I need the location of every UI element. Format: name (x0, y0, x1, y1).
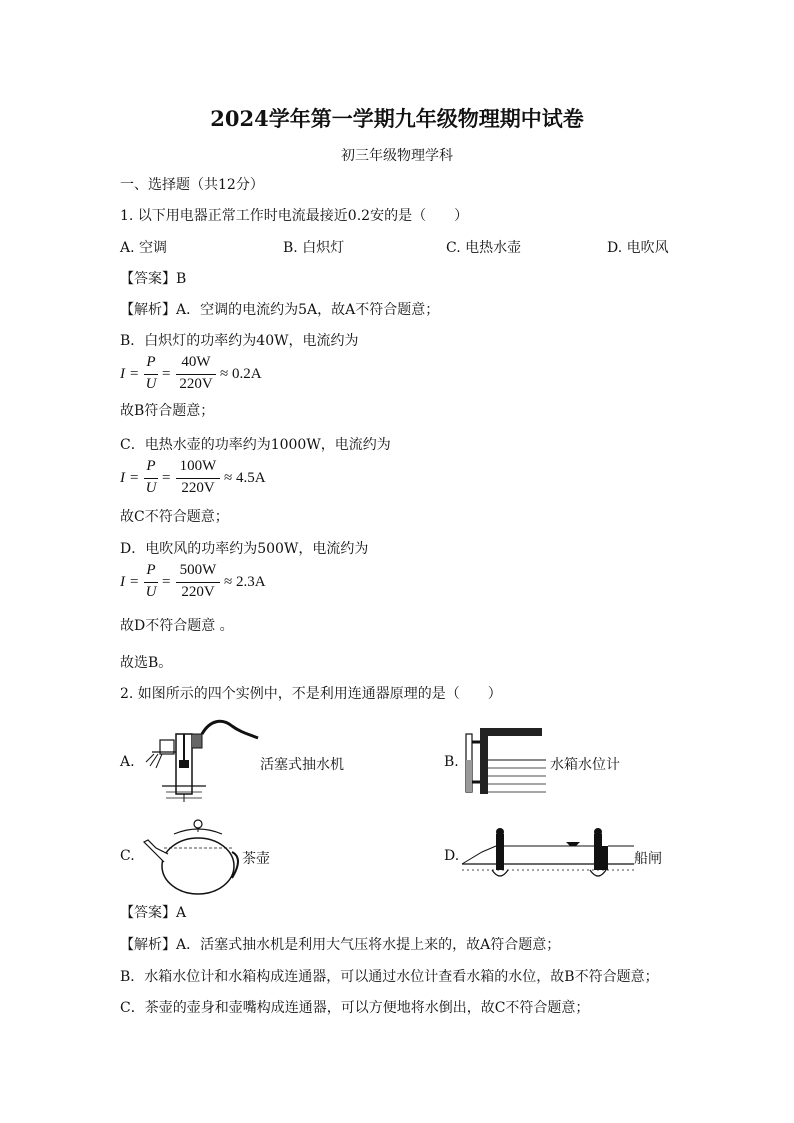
q2-answer: 【答案】A (120, 905, 187, 921)
formula-lhs: I (120, 366, 125, 382)
fig-a-label: 活塞式抽水机 (260, 757, 344, 773)
formula-u: U (145, 376, 157, 392)
formula-result: ≈ 0.2A (220, 366, 262, 382)
q1-c-conclusion: 故C不符合题意； (120, 509, 229, 525)
q2-stem: 2. 如图所示的四个实例中，不是利用连通器原理的是（ ） (120, 686, 502, 702)
formula-d: I = P U = 500W 220V ≈ 2.3A (120, 562, 266, 600)
formula-den: 220V (181, 584, 215, 600)
formula-den: 220V (179, 376, 213, 392)
formula-p: P (146, 458, 156, 474)
formula-num: 500W (179, 562, 217, 578)
formula-result: ≈ 4.5A (224, 470, 266, 486)
ship-lock-figure (462, 824, 634, 882)
teapot-figure (140, 814, 242, 896)
q1-analysis-b: B．白炽灯的功率约为40W，电流约为 (120, 333, 359, 349)
q1-b-conclusion: 故B符合题意； (120, 403, 215, 419)
fig-c-label: 茶壶 (242, 851, 270, 867)
fig-d-letter: D. (444, 848, 460, 864)
q1-conclusion: 故选B。 (120, 655, 173, 671)
q2-analysis-b: B．水箱水位计和水箱构成连通器，可以通过水位计查看水箱的水位，故B不符合题意； (120, 969, 659, 985)
q2-analysis-a: 【解析】A．活塞式抽水机是利用大气压将水提上来的，故A符合题意； (120, 937, 561, 953)
fig-d-label: 船闸 (634, 851, 662, 867)
q1-answer: 【答案】B (120, 271, 187, 287)
water-level-gauge-figure (462, 720, 546, 798)
q1-analysis-d: D．电吹风的功率约为500W，电流约为 (120, 541, 369, 557)
q1-option-a: A. 空调 (120, 240, 168, 256)
formula-c: I = P U = 100W 220V ≈ 4.5A (120, 458, 266, 496)
formula-num: 100W (179, 458, 217, 474)
formula-den: 220V (181, 480, 215, 496)
formula-lhs: I (120, 574, 125, 590)
piston-pump-figure (140, 712, 260, 804)
page-title: 2024学年第一学期九年级物理期中试卷 (210, 106, 584, 131)
formula-lhs: I (120, 470, 125, 486)
fig-b-label: 水箱水位计 (550, 757, 620, 773)
formula-u: U (145, 584, 157, 600)
q1-analysis-a: 【解析】A．空调的电流约为5A，故A不符合题意； (120, 302, 440, 318)
formula-p: P (146, 354, 156, 370)
fig-a-letter: A. (120, 754, 135, 770)
q1-option-c: C. 电热水壶 (446, 240, 522, 256)
q1-analysis-c: C．电热水壶的功率约为1000W，电流约为 (120, 437, 391, 453)
formula-p: P (146, 562, 156, 578)
formula-num: 40W (181, 354, 211, 370)
q1-d-conclusion: 故D不符合题意 。 (120, 618, 234, 634)
fig-b-letter: B. (444, 754, 459, 770)
section-heading: 一、选择题（共12分） (120, 177, 264, 193)
q2-analysis-c: C．茶壶的壶身和壶嘴构成连通器，可以方便地将水倒出，故C不符合题意； (120, 1000, 590, 1016)
formula-u: U (145, 480, 157, 496)
q1-option-d: D. 电吹风 (607, 240, 669, 256)
q1-option-b: B. 白炽灯 (283, 240, 345, 256)
formula-result: ≈ 2.3A (224, 574, 266, 590)
formula-b: I = P U = 40W 220V ≈ 0.2A (120, 354, 262, 392)
q1-stem: 1. 以下用电器正常工作时电流最接近0.2安的是（ ） (120, 208, 469, 224)
fig-c-letter: C. (120, 848, 135, 864)
page-subtitle: 初三年级物理学科 (341, 148, 453, 164)
